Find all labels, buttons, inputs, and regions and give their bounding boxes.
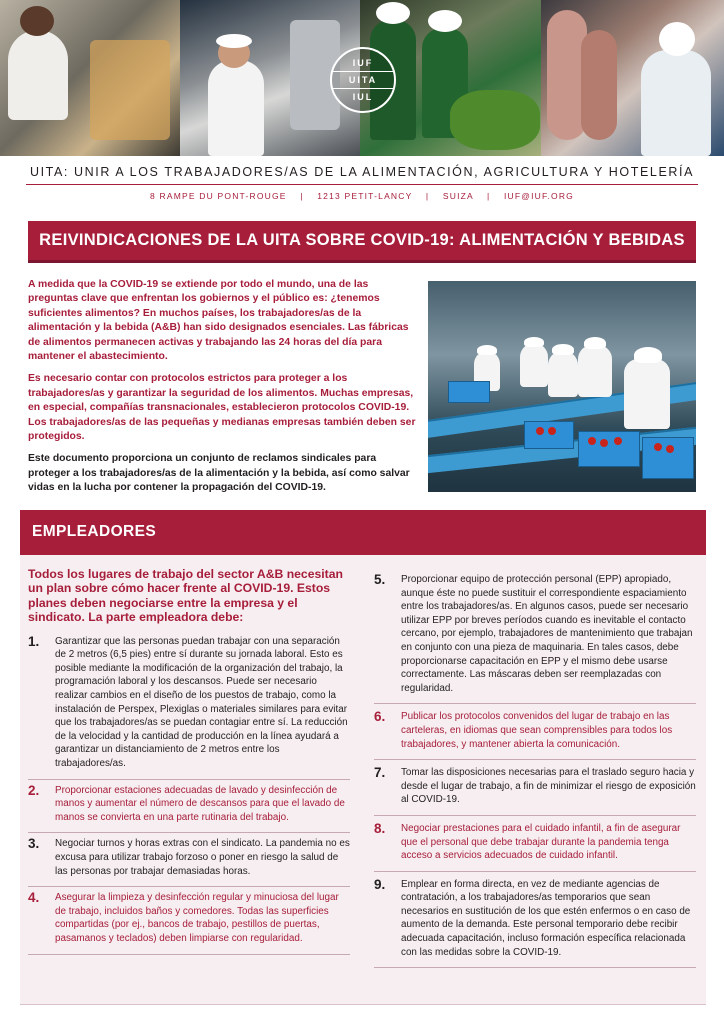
item-text: Negociar prestaciones para el cuidado infantil, a fin de asegurar que el personal que debe trabajar durante la pandemia tenga acceso a servicios adecuados de cuidado infantil. — [401, 822, 681, 862]
logo-line-iuf: IUF — [352, 58, 374, 68]
list-item — [28, 631, 350, 780]
section-title: EMPLEADORES — [32, 523, 157, 540]
list-item — [374, 816, 696, 872]
list-item — [28, 833, 350, 887]
item-number: 5. — [374, 572, 386, 587]
address-email[interactable]: IUF@IUF.ORG — [503, 191, 574, 201]
item-number: 8. — [374, 820, 386, 836]
address-city: 1213 PETIT-LANCY — [317, 191, 413, 201]
logo-line-iul: IUL — [352, 92, 374, 102]
address-separator: | — [300, 191, 304, 201]
item-number: 7. — [374, 765, 386, 781]
intro-text — [28, 278, 418, 504]
item-text: Publicar los protocolos convenidos del lugar de trabajo en las carteleras, en idiomas que sean comprensibles para todos los trabajadores, y mantener abierta la comunicación. — [401, 711, 673, 750]
list-item — [374, 567, 696, 704]
divider — [26, 184, 698, 185]
page-title: REIVINDICACIONES DE LA UITA SOBRE COVID-19: ALIMENTACIÓN Y BEBIDAS — [39, 231, 685, 249]
title-bar — [28, 221, 696, 263]
section-lead: Todos los lugares de trabajo del sector A&B necesitan un plan sobre cómo hacer frente al COVID-19. Estos planes deben negociarse entre la empresa y el sindicato. La parte empleadora debe: — [28, 567, 343, 625]
intro-paragraph-2: Es necesario contar con protocolos estrictos para proteger a los trabajadores/as y garantizar la seguridad de los alimentos. Muchas empresas, en especial, compañías transnacionales, establecieron protocolos COVID-19. Los trabajadores/as de las pequeñas y medianas empresas también deben ser protegidos. — [28, 373, 416, 443]
iuf-logo — [330, 47, 396, 113]
photo-bottling-line — [0, 0, 180, 156]
organization-title: UITA: UNIR A LOS TRABAJADORES/AS DE LA ALIMENTACIÓN, AGRICULTURA Y HOTELERÍA — [29, 165, 695, 179]
list-item — [374, 760, 696, 816]
item-text: Tomar las disposiciones necesarias para el traslado seguro hacia y desde el lugar de trabajo, a fin de minimizar el riesgo de exposición al COVID-19. — [401, 767, 696, 806]
intro-paragraph-1: A medida que la COVID-19 se extiende por todo el mundo, una de las preguntas clave que enfrentan los gobiernos y el público es: ¿tenemos suficientes alimentos? En muchos países, los trabajadores/as de la alimentación y la bebida (A&B) han sido designados esenciales. Las fábricas de alimentos permanecen activas y trabajando las 24 horas del día para mantener el abastecimiento. — [28, 279, 409, 363]
item-number: 2. — [28, 782, 40, 798]
item-number: 6. — [374, 709, 386, 725]
left-column — [28, 567, 350, 955]
item-text: Asegurar la limpieza y desinfección regular y minuciosa del lugar de trabajo, incluidos baños y comedores. Todas las superficies compartidas (por ej., bancos de trabajo, pestillos de puertas, pasamanos y teclados) deben limpiarse con regularidad. — [55, 892, 339, 944]
section-header — [20, 510, 706, 555]
item-text: Proporcionar equipo de protección personal (EPP) apropiado, aunque éste no puede sustituir el correspondiente espaciamiento entre los trabajadores/as. En algunos casos, puede ser necesario utilizar EPP por breves períodos cuando es inevitable el contacto cercano, por ejemplo, trabajadores de mantenimiento que trabajan en conjunto con una pieza de maquinaria. En tales casos, debe proporcionarse capacitación en EPP y el mismo debe usarse correctamente. Las máscaras deben ser reemplazadas con regularidad. — [401, 574, 693, 694]
item-number: 9. — [374, 876, 386, 892]
address-line — [0, 191, 724, 201]
address-separator: | — [425, 191, 430, 201]
photo-meat-processing — [541, 0, 724, 156]
logo-line-uita: UITA — [332, 71, 394, 89]
item-text: Garantizar que las personas puedan trabajar con una separación de 2 metros (6,5 pies) entre sí durante su jornada laboral. Esto es posible mediante la modificación de la organización del trabajo, la programación laboral y los descansos. Puede ser necesario realizar cambios en el diseño de los puestos de trabajo, como la instalación de Perspex, Plexiglas o materiales similares para evitar que los trabajadores/as se puedan contagiar entre sí. La reducción de la velocidad y la cantidad de producción en la línea ayudará a garantizar un distanciamiento de 2 metros entre los trabajadores/as. — [55, 635, 348, 769]
item-number: 1. — [28, 633, 40, 649]
item-number: 4. — [28, 890, 40, 906]
item-text: Negociar turnos y horas extras con el sindicato. La pandemia no es excusa para utilizar trabajo forzoso o poner en riesgo la salud de las personas por trabajar demasiadas horas. — [55, 838, 350, 877]
list-item — [374, 704, 696, 760]
divider — [20, 1004, 706, 1005]
right-column — [374, 567, 696, 968]
list-item — [374, 872, 696, 969]
address-separator: | — [487, 191, 491, 201]
item-number: 3. — [28, 836, 40, 852]
address-country: SUIZA — [442, 191, 474, 201]
address-street: 8 RAMPE DU PONT-ROUGE — [150, 191, 287, 201]
item-text: Emplear en forma directa, en vez de mediante agencias de contratación, a los trabajadores/as temporarios que sean necesarios en sustitución de los que estén enfermos o en caso de aumento de la demanda. Este personal temporario debe recibir adecuada capacitación, incluso formación específica relacionada con las medidas sobre la COVID-19. — [401, 878, 691, 958]
item-text: Proporcionar estaciones adecuadas de lavado y desinfección de manos y aumentar el número de descansos para que el lavado de manos se convierta en una parte rutinaria del trabajo. — [55, 784, 345, 823]
photo-production-line — [428, 281, 696, 492]
list-item — [28, 780, 350, 834]
list-item — [28, 887, 350, 954]
intro-paragraph-3: Este documento proporciona un conjunto de reclamos sindicales para proteger a los trabajadores/as de la alimentación y la bebida, así como salvar vidas en la lucha por contener la propagación del COVID-19. — [28, 453, 410, 494]
